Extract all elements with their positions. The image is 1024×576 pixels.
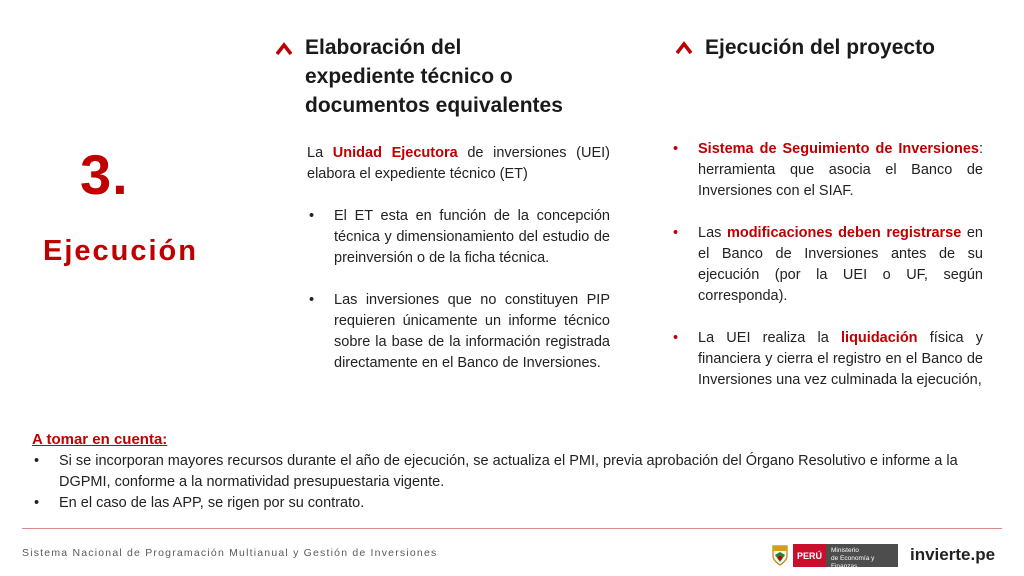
ministry-label: Ministerio de Economía y Finanzas bbox=[826, 544, 898, 567]
col1-title-line: documentos equivalentes bbox=[305, 94, 563, 117]
col2-bullet-highlight: modificaciones deben registrarse bbox=[726, 225, 962, 241]
caret-up-icon bbox=[676, 41, 692, 55]
col1-intro-highlight: Unidad Ejecutora bbox=[332, 145, 458, 161]
col1-title-line: Elaboración del bbox=[305, 36, 462, 59]
section-number: 3. bbox=[80, 143, 129, 206]
col2-bullet: • Las modificaciones deben registrarse en el Banco de Inversiones antes de su ejecución (por la UEI o UF, según corresponda). bbox=[671, 223, 983, 307]
note-item: • Si se incorporan mayores recursos durante el año de ejecución, se actualiza el PMI, previa aprobación del Órgano Resolutivo e informe a la DGPMI, conforme a la normatividad presupuestaria vigente. bbox=[32, 451, 962, 493]
col1-bullet: • El ET esta en función de la concepción técnica y dimensionamiento del estudio de preinversión o de la ficha técnica. bbox=[307, 206, 610, 269]
col1-bullet-list bbox=[307, 206, 610, 374]
note-heading: A tomar en cuenta: bbox=[32, 431, 168, 448]
col2-bullet-highlight: Sistema de Seguimiento de Inversiones bbox=[698, 141, 979, 157]
section-title: Ejecución bbox=[43, 235, 198, 267]
col1-intro bbox=[307, 143, 610, 185]
col2-bullet: • Sistema de Seguimiento de Inversiones: herramienta que asocia el Banco de Inversiones con el SIAF. bbox=[671, 139, 983, 202]
col1-title bbox=[305, 33, 605, 120]
col2-bullet: • La UEI realiza la liquidación física y financiera y cierra el registro en el Banco de Inversiones una vez culminada la ejecución, bbox=[671, 328, 983, 391]
col2-title: Ejecución del proyecto bbox=[705, 36, 935, 59]
brand-logo: invierte.pe bbox=[910, 545, 996, 564]
col1-intro-pre: La bbox=[307, 145, 333, 161]
peru-label: PERÚ bbox=[793, 544, 826, 567]
col2-bullet-list bbox=[671, 139, 983, 391]
col2-bullet-highlight: liquidación bbox=[841, 330, 918, 346]
peru-coat-of-arms-icon bbox=[770, 543, 790, 567]
col1-bullet: • Las inversiones que no constituyen PIP requieren únicamente un informe técnico sobre la base de la información registrada directamente en el Banco de Inversiones. bbox=[307, 290, 610, 374]
footer-divider bbox=[22, 528, 1002, 529]
caret-up-icon bbox=[276, 42, 292, 56]
col1-intro-post: de inversiones (UEI) elabora el expediente técnico (ET) bbox=[307, 145, 610, 182]
col1-title-line: expediente técnico o bbox=[305, 65, 513, 88]
peru-logo-block bbox=[793, 544, 898, 570]
note-item: • En el caso de las APP, se rigen por su contrato. bbox=[32, 493, 962, 514]
footer-system-name: Sistema Nacional de Programación Multianual y Gestión de Inversiones bbox=[22, 547, 438, 559]
col1-body bbox=[307, 143, 610, 374]
note-list bbox=[32, 451, 962, 514]
